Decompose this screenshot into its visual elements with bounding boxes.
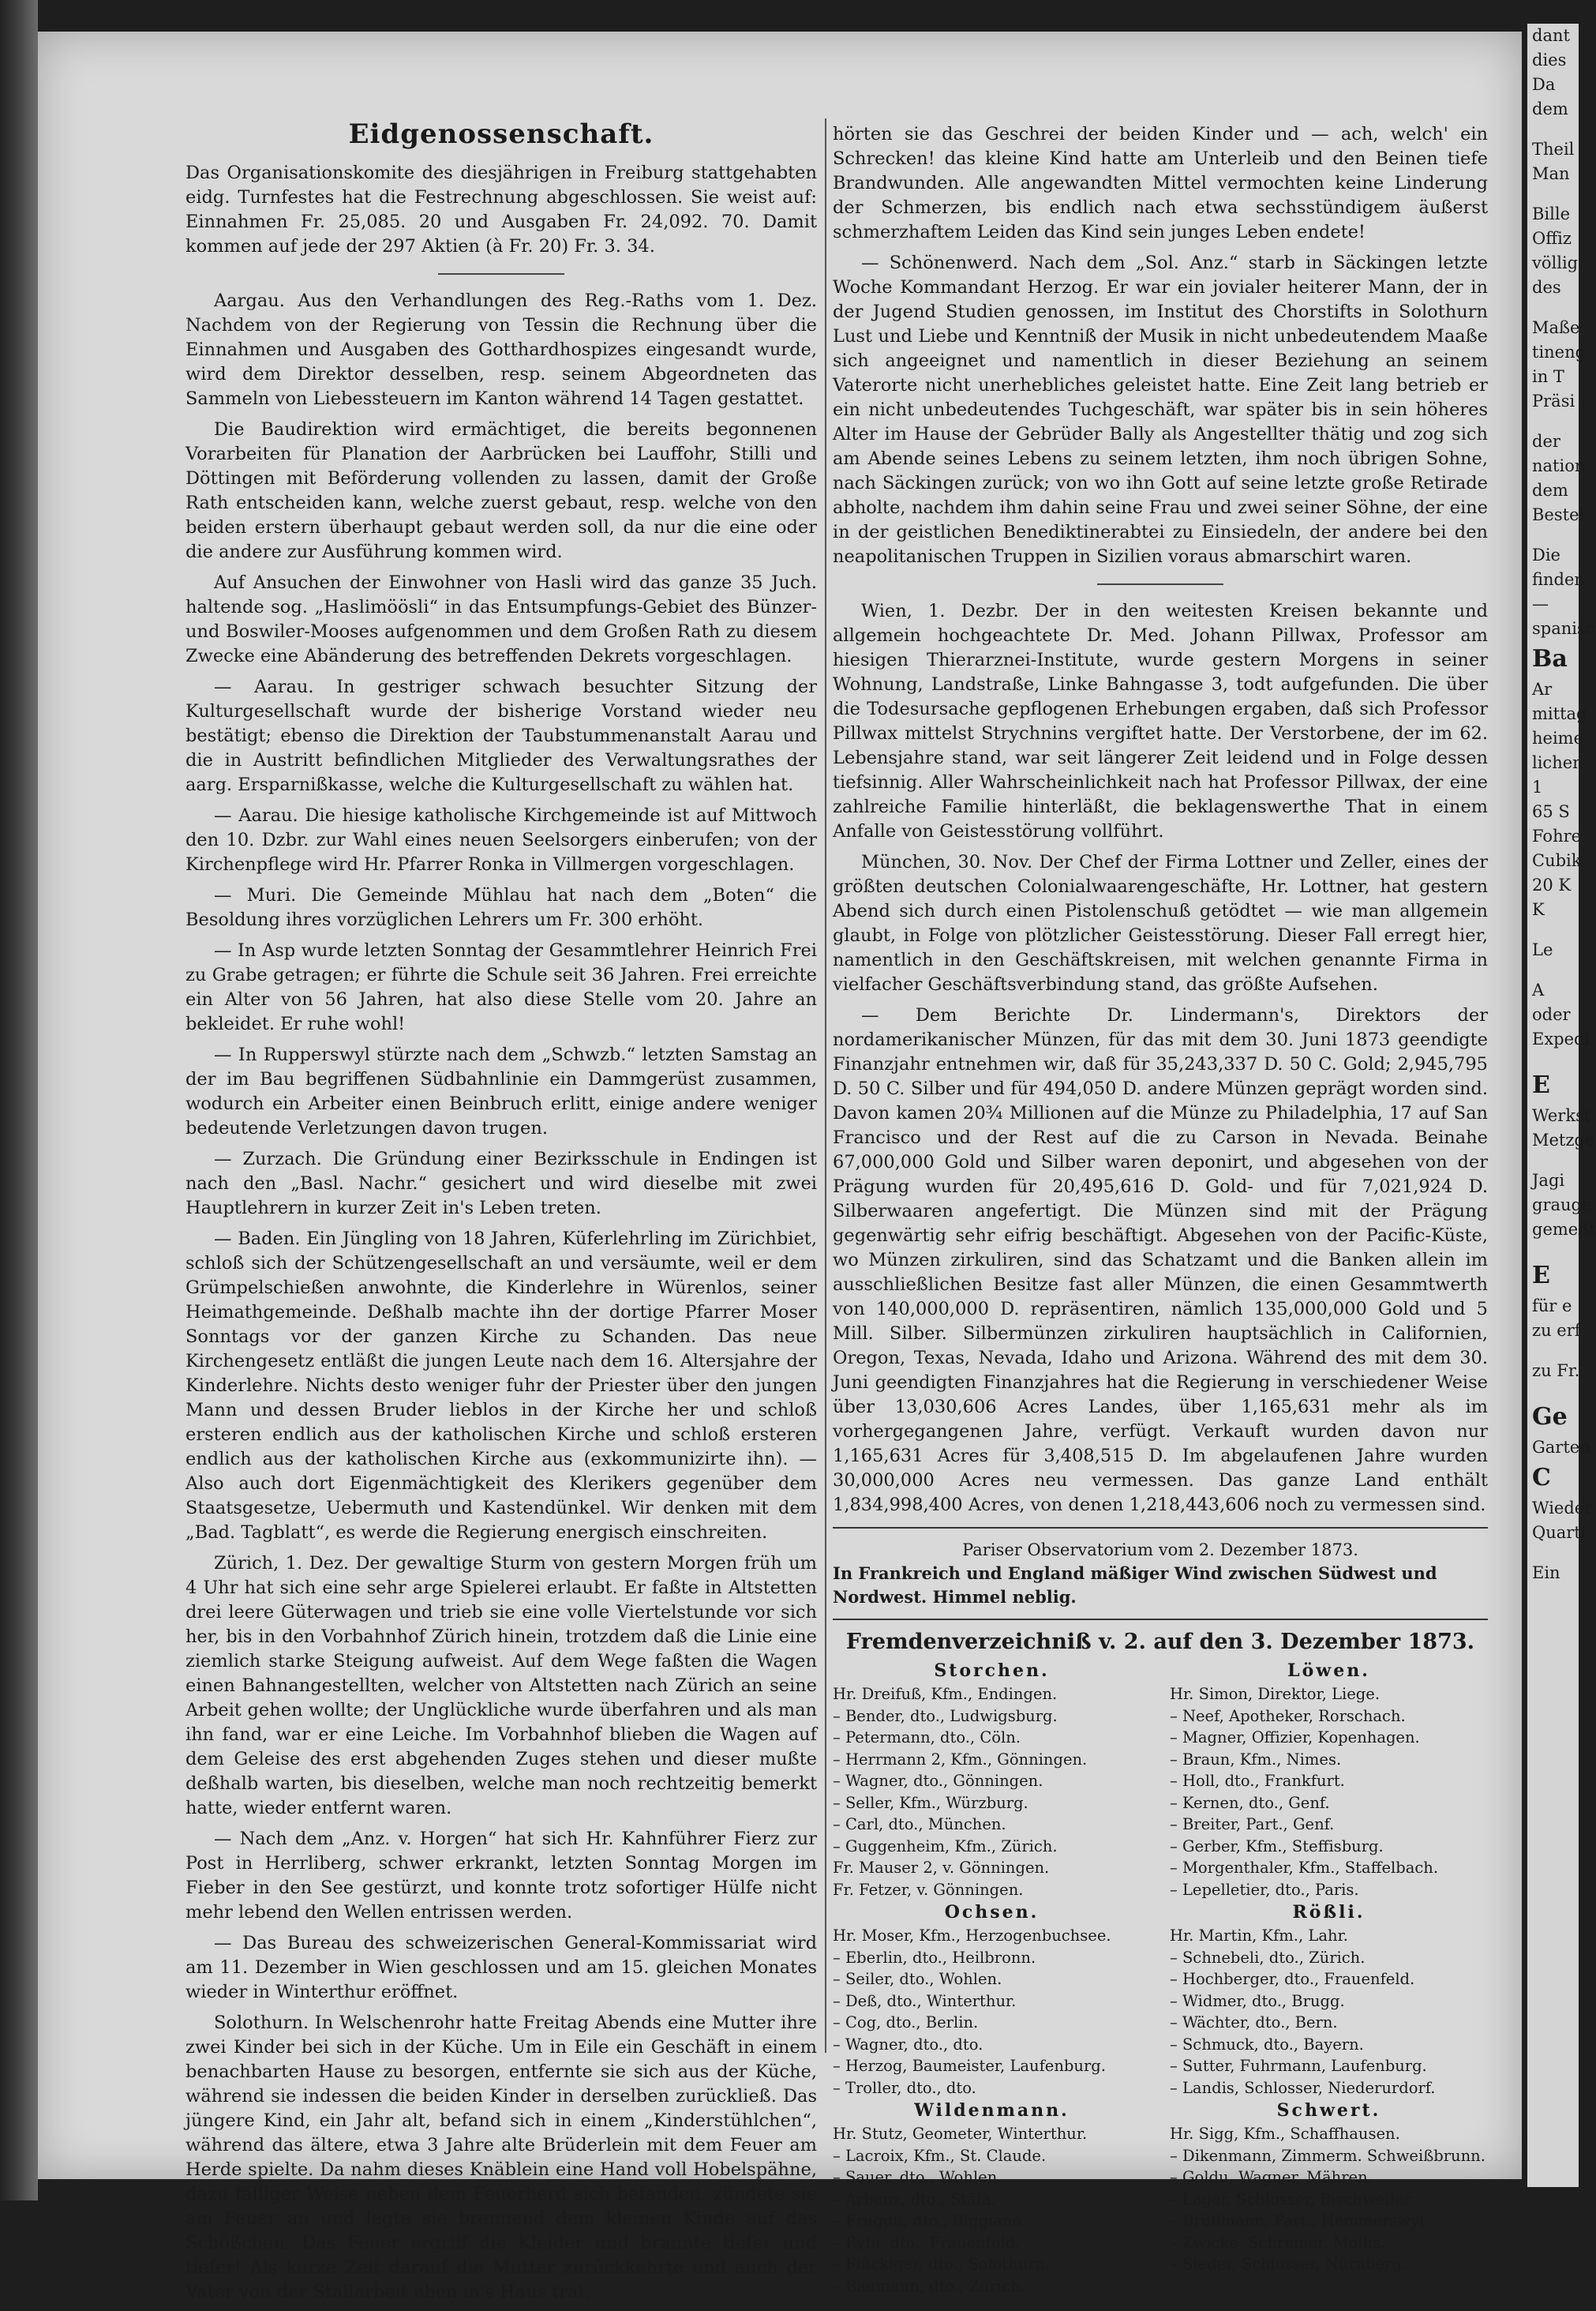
edge-text-fragment: Ein (1532, 1563, 1560, 1582)
article: Auf Ansuchen der Einwohner von Hasli wird das ganze 35 Juch. haltende sog. „Haslimöösli“ in das Entsumpfungs-Gebiet des Bünzer- und Boswiler-Mooses aufgenommen und dem Großen Rath zu diesem Zwecke eine Abänderung des betreffenden Dekrets vorgeschlagen. (185, 572, 817, 666)
column-rule (825, 118, 826, 2053)
guest-entry: – Seller, Kfm., Würzburg. (833, 1793, 1028, 1812)
guest-column (1170, 1659, 1488, 2297)
guest-entry: Fr. Mauser 2, v. Gönningen. (833, 1859, 1050, 1877)
guest-entry: – Troller, dto., dto. (833, 2078, 976, 2097)
article: — In Asp wurde letzten Sonntag der Gesammtlehrer Heinrich Frei zu Grabe getragen; er führte die Schule seit 36 Jahren. Frei erreichte ein Alter von 56 Jahren, hat also diese Stelle vom 20. Jahre an bekleidet. Er ruhe wohl! (185, 940, 817, 1034)
guest-entry: – Cog, dto., Berlin. (833, 2013, 979, 2032)
edge-text-fragment: grauge (1532, 1195, 1592, 1214)
guest-entry: – Bender, dto., Ludwigsburg. (833, 1706, 1058, 1725)
guest-entry: – Seiler, dto., Wohlen. (833, 1970, 1002, 1988)
spacer (1527, 1545, 1579, 1561)
article: Zürich, 1. Dez. Der gewaltige Sturm von gestern Morgen früh um 4 Uhr hat sich eine sehr arge Spielerei erlaubt. Er faßte in Altstetten drei leere Güterwagen und trieb sie eine volle Viertelstunde vor sich her, bis in den Vorbahnhof Zürich hinein, trotzdem daß die Linie eine ziemlich starke Steigung aufweist. Auf dem Wege faßten die Wagen einen Bahnangestellten, welcher von Altstetten nach Zürich an seine Arbeit gehen wollte; der Unglückliche wurde überfahren und als man ihn fand, war er eine Leiche. Im Vorbahnhof blieben die Wagen auf dem Geleise des erst abgehenden Zuges stehen und dieser mußte deßhalb warten, bis dieselben, welche man noch rechtzeitig bemerkt hatte, wieder entfernt waren. (185, 1553, 817, 1818)
guest-entry: – Flückiger, dto., Solothurn. (833, 2255, 1051, 2273)
guest-entry: – Guggenheim, Kfm., Zürich. (833, 1836, 1058, 1855)
guest-entry: – Neef, Apotheker, Rorschach. (1170, 1706, 1406, 1725)
guest-entry: Hr. Moser, Kfm., Herzogenbuchsee. (833, 1926, 1111, 1945)
spacer (1527, 922, 1579, 938)
edge-text-fragment: Ge (1532, 1403, 1568, 1431)
edge-text-fragment: Garten (1532, 1438, 1590, 1457)
spacer (1527, 527, 1579, 543)
guest-entry: – Wächter, dto., Bern. (1170, 2013, 1338, 2032)
guest-entry: – Herzog, Baumeister, Laufenburg. (833, 2057, 1106, 2075)
edge-text-fragment: oder (1532, 1005, 1571, 1024)
hotel-name: Wildenmann. (914, 2100, 1070, 2121)
spacer (1527, 1153, 1579, 1169)
edge-text-fragment: heime (1532, 729, 1584, 748)
guest-entry: – Widmer, dto., Brugg. (1170, 1991, 1345, 2010)
guest-entry: – Lepelletier, dto., Paris. (1170, 1880, 1359, 1899)
observatory-text: In Frankreich und England mäßiger Wind zwischen Südwest und Nordwest. Himmel neblig. (833, 1563, 1437, 1607)
guest-entry: Hr. Sigg, Kfm., Schaffhausen. (1170, 2125, 1400, 2143)
spacer (1527, 1052, 1579, 1067)
spacer (1527, 1343, 1579, 1359)
article: — Zurzach. Die Gründung einer Bezirksschule in Endingen ist nach den „Basl. Nachr.“ gesichert und wird dieselbe mit zwei Hauptlehrern in kurzer Zeit in's Leben treten. (185, 1149, 817, 1218)
fremdenverzeichnis-title: Fremdenverzeichniß v. 2. auf den 3. Dezember 1873. (845, 1630, 1475, 1654)
guest-entry: – Braun, Kfm., Nimes. (1170, 1750, 1342, 1769)
guest-entry: – Carl, dto., München. (833, 1815, 1006, 1833)
spacer (1527, 122, 1579, 137)
edge-text-fragment: dem (1532, 99, 1568, 118)
guest-entry: – Brüllmann, Part., Hemmerswyl. (1170, 2212, 1429, 2230)
edge-text-fragment: C (1532, 1464, 1551, 1491)
hotel-name: Löwen. (1287, 1660, 1370, 1681)
edge-text-fragment: zu Fr. (1532, 1361, 1580, 1380)
guest-entry: – Goldu, Wagner, Mähren. (1170, 2168, 1373, 2186)
guest-entry: – Lacroix, Kfm., St. Claude. (833, 2146, 1047, 2165)
guest-entry: – Gerber, Kfm., Steffisburg. (1170, 1836, 1384, 1855)
article: — Aarau. Die hiesige katholische Kirchgemeinde ist auf Mittwoch den 10. Dzbr. zur Wahl eines neuen Seelsorgers einberufen; von der Kirchenpflege wird Hr. Pfarrer Ronka in Villmergen vorgeschlagen. (185, 805, 817, 875)
edge-text-fragment: Ar (1532, 680, 1553, 699)
guest-entry: – Arbenz, dto., Stäfa. (833, 2189, 996, 2208)
guest-entry: – Schnebeli, dto., Zürich. (1170, 1948, 1366, 1967)
guest-entry: – Hochberger, dto., Frauenfeld. (1170, 1970, 1415, 1988)
edge-text-fragment: E (1532, 1071, 1550, 1099)
guest-list (833, 1659, 1488, 2297)
article: Solothurn. In Welschenrohr hatte Freitag Abends eine Mutter ihre zwei Kinder bei sich in der Küche. Um in Eile ein Geschäft in einem benachbarten Hause zu besorgen, entfernte sie sich aus der Küche, während sie indessen die beiden Kinder in derselben zurückließ. Das jüngere Kind, ein Jahr alt, befand sich in einem „Kinderstühlchen“, während das ältere, etwa 3 Jahre alte Brüderlein mit dem Feuer am Herde spielte. Da nahm dieses Knäblein eine Hand voll Hobelspähne, dazu fälliger Weise neben dem Feuerherd sich befanden, zündete sie am Feuer an und legte sie brennend dem kleinen Kinde auf das Schößchen. Das Feuer ergriff die Kleider und brannte tiefer und tiefer! Als kurze Zeit darauf die Mutter zurückkehrte und auch der Vater von der Stallarbeit eben in's Haus trat, (185, 2013, 817, 2302)
guest-entry: – Deß, dto., Winterthur. (833, 1991, 1017, 2010)
article: — In Rupperswyl stürzte nach dem „Schwzb.“ letzten Samstag an der im Bau begriffenen Südbahnlinie ein Dammgerüst zusammen, wodurch ein Arbeiter einen Beinbruch erlitt, einige andere weniger bedeutende Verletzungen davon trugen. (185, 1045, 817, 1139)
edge-text-fragment: E (1532, 1262, 1550, 1289)
edge-text-fragment: Bille (1532, 204, 1571, 223)
guest-entry: Hr. Stutz, Geometer, Winterthur. (833, 2125, 1088, 2143)
article: — Das Bureau des schweizerischen General-Kommissariat wird am 11. Dezember in Wien geschlossen und am 15. gleichen Monates wieder in Winterthur eröffnet. (185, 1933, 817, 2002)
guest-entry: – Rybi, dto., Frauenfeld. (833, 2233, 1021, 2252)
guest-entry: – Breiter, Part., Genf. (1170, 1815, 1335, 1833)
article: — Baden. Ein Jüngling von 18 Jahren, Küferlehrling im Zürichbiet, schloß sich der Schützengesellschaft an und versäumte, weil er dem Grümpelschießen anwohnte, die Kinderlehre in Würenlos, seiner Heimathgemeinde. Deßhalb machte ihn der dortige Pfarrer Moser Sonntags vor der ganzen Kirche zu Schanden. Das neue Kirchengesetz entläßt die jungen Leute nach dem 16. Altersjahre der Kinderlehre. Nichts desto weniger fuhr der Priester über den jungen Mann und dessen Bruder lieblos in der Kirche her und schloß ersteren endlich aus der katholischen Kirche und schloß ersteren endlich aus der katholischen Kirche aus (exkommunizirte ihn). — Also auch dort Eigenmächtigkeit des Klerikers gegenüber dem Staatsgesetze, Uebermuth und Kastendünkel. Wir denken mit dem „Bad. Tagblatt“, es werde die Regierung energisch einschreiten. (185, 1229, 817, 1543)
guest-entry: – Lager, Schlosser, Bischweiler. (1170, 2189, 1414, 2208)
guest-entry: – Wagner, dto., dto. (833, 2035, 983, 2054)
adjacent-page-edge (1527, 24, 1596, 2187)
guest-entry: – Holl, dto., Frankfurt. (1170, 1772, 1345, 1790)
edge-text-fragment: Da (1532, 75, 1556, 94)
guest-entry: – Morgenthaler, Kfm., Staffelbach. (1170, 1859, 1439, 1877)
spacer (1527, 300, 1579, 316)
edge-text-fragment: Offiz (1532, 229, 1572, 248)
spacer (1527, 962, 1579, 978)
spacer (1527, 1383, 1579, 1399)
edge-text-fragment: 65 S (1532, 802, 1570, 821)
spacer (1527, 1242, 1579, 1258)
guest-entry: – Petermann, dto., Cöln. (833, 1728, 1021, 1746)
edge-text-fragment: Werkst (1532, 1106, 1591, 1125)
edge-text-fragment: Präsi (1532, 392, 1575, 411)
guest-entry: – Frugdu, dto., Biggiano. (833, 2212, 1027, 2230)
edge-text-fragment: dies (1532, 51, 1567, 69)
article-continuation: hörten sie das Geschrei der beiden Kinder und — ach, welch' ein Schrecken! das kleine Kind hatte am Unterleib und den Beinen tiefe Brandwunden. Alle angewandten Mittel vermochten keine Linderung der Schmerzen, bis endlich nach etwa sechsstündigem äußerst schmerzhaftem Leiden das Kind sein junges Leben endete! (833, 124, 1488, 242)
edge-text-fragment: für e (1532, 1296, 1572, 1315)
edge-text-fragment: K (1532, 900, 1545, 919)
edge-text-fragment: dem (1532, 481, 1568, 500)
observatory-title: Pariser Observatorium vom 2. Dezember 1873. (962, 1540, 1358, 1559)
guest-entry: – Dikenmann, Zimmerm. Schweißbrunn. (1170, 2146, 1485, 2165)
article: Die Baudirektion wird ermächtiget, die bereits begonnenen Vorarbeiten für Planation der Aarbrücken bei Lauffohr, Stilli und Döttingen mit Beförderung vollenden zu lassen, damit der Große Rath entscheiden kann, welche zuerst gebaut, resp. welche von den beiden erstern überhaupt gebaut werden soll, da nur die eine oder die andere zur Ausführung kommen wird. (185, 419, 817, 562)
edge-text-fragment: Maße (1532, 318, 1580, 337)
spacer (1527, 186, 1579, 202)
guest-entry: – Wagner, dto., Gönningen. (833, 1772, 1043, 1790)
guest-entry: – Zwicke, Schreiner, Mollis. (1170, 2233, 1386, 2252)
edge-text-fragment: Die (1532, 546, 1560, 565)
edge-text-fragment: des (1532, 278, 1561, 297)
right-column (833, 122, 1488, 2297)
edge-text-fragment: nation (1532, 456, 1586, 475)
separator (1097, 583, 1223, 585)
guest-entry: Hr. Simon, Direktor, Liege. (1170, 1685, 1381, 1703)
edge-text-fragment: finden (1532, 570, 1585, 589)
article: — Schönenwerd. Nach dem „Sol. Anz.“ starb in Säckingen letzte Woche Kommandant Herzog. Er war ein jovialer heiterer Mann, der in der Jugend Studien genossen, im Institut des Chorstifts in Solothurn Lust und Liebe und Kenntniß der Musik in nicht unbedeutendem Maaße sich angeeignet und namentlich in dieser Beziehung an seinem Vaterorte nicht unerhebliches geleistet hatte. Eine Zeit lang betrieb er ein nicht unbedeutendes Tuchgeschäft, war später bis in sein höheres Alter im Hause der Gebrüder Bally als Angestellter thätig und zog sich am Abende seines Lebens zu seinem letzten, ihm noch übrigen Sohne, nach Säckingen zurück; von wo ihn Gott auf seine letzte große Retirade abholte, nachdem ihm dahin seine Frau und zwei seiner Söhne, der eine in der geistlichen Benediktinerabtei zu Einsiedeln, der andere bei den neapolitanischen Truppen in Sizilien voraus abmarschirt waren. (833, 253, 1488, 567)
article: München, 30. Nov. Der Chef der Firma Lottner und Zeller, eines der größten deutschen Colonialwaarengeschäfte, Hr. Lottner, hat gestern Abend sich durch einen Pistolenschuß getödtet — wie man allgemein glaubt, in Folge von plötzlicher Geistesstörung. Dieser Fall erregt hier, namentlich in den Geschäftskreisen, mit welchen genannte Firma in vielfacher Geschäftsverbindung stand, das größte Aufsehen. (833, 852, 1488, 995)
edge-text-fragment: 1 (1532, 778, 1543, 797)
edge-text-fragment: Quarti (1532, 1523, 1587, 1542)
edge-text-fragment: A (1532, 981, 1545, 1000)
edge-text-fragment: — (1532, 595, 1549, 613)
edge-text-fragment: in T (1532, 367, 1564, 386)
edge-text-fragment: Jagi (1532, 1171, 1565, 1190)
edge-text-fragment: Fohre (1532, 827, 1582, 846)
guest-entry: – Baumann, dto., Zürich. (833, 2276, 1025, 2295)
guest-entry: – Schmuck, dto., Bayern. (1170, 2035, 1364, 2054)
edge-text-fragment: Wieder (1532, 1499, 1593, 1518)
edge-text-fragment: Ba (1532, 645, 1568, 673)
guest-entry: Fr. Fetzer, v. Gönningen. (833, 1880, 1024, 1899)
edge-text-fragment: mittag (1532, 704, 1587, 723)
separator (438, 273, 564, 275)
edge-text-fragment: gemeßt (1532, 1220, 1596, 1239)
hotel-name: Rößli. (1292, 1902, 1366, 1923)
spacer (1527, 414, 1579, 430)
guest-entry: Hr. Dreifuß, Kfm., Endingen. (833, 1685, 1058, 1703)
hotel-name: Ochsen. (944, 1902, 1040, 1923)
book-binding (0, 0, 38, 2200)
edge-text-fragment: 20 K (1532, 876, 1572, 895)
edge-text-fragment: völlig (1532, 253, 1579, 272)
article: Wien, 1. Dezbr. Der in den weitesten Kreisen bekannte und allgemein hochgeachtete Dr. Med. Johann Pillwax, Professor am hiesigen Thierarznei-Institute, wurde gestern Morgens in seiner Wohnung, Landstraße, Linke Bahngasse 3, todt aufgefunden. Die über die Todesursache gepflogenen Erhebungen ergaben, daß sich Professor Pillwax mittelst Strychnins vergiftet hatte. Der Verstorbene, der im 62. Lebensjahre stand, war seit längerer Zeit leidend und in Folge dessen tiefsinnig. Aller Wahrscheinlichkeit nach hat Professor Pillwax, der eine zahlreiche Familie hinterläßt, die beklagenswerthe That in einem Anfalle von Geistesstörung vollführt. (833, 601, 1488, 842)
article: — Nach dem „Anz. v. Horgen“ hat sich Hr. Kahnführer Fierz zur Post in Herrliberg, schwer erkrankt, letzten Sonntag Morgen im Fieber in den See gestürzt, und konnte trotz sofortiger Hülfe nicht mehr lebend den Wellen entrissen werden. (185, 1829, 817, 1923)
edge-text-fragment: spanisc (1532, 619, 1595, 638)
left-column (185, 118, 817, 2311)
article: — Dem Berichte Dr. Lindermann's, Direktors der nordamerikanischer Münzen, für das mit dem 30. Juni 1873 geendigte Finanzjahr entnehmen wir, daß für 35,243,337 D. 50 C. Gold; 2,945,795 D. 50 C. Silber und für 494,050 D. andere Münzen geprägt worden sind. Davon kamen 20¾ Millionen auf die Münze zu Philadelphia, 17 auf San Francisco und der Rest auf die zu Carson in Nevada. Beinahe 67,000,000 Gold und Silber waren deponirt, und abgesehen von der Prägung wurden für 20,495,616 D. Gold- und für 7,021,924 D. Silberwaaren angefertigt. Die Münzen sind mit der Prägung gegenwärtig sehr eifrig beschäftigt. Abgesehen von der Pacific-Küste, wo Münzen zirkuliren, sind das Schatzamt und die Banken allein im ausschließlichen Besitze fast aller Münzen, die einen Gesammtwerth von 140,000,000 D. repräsentiren, nämlich 135,000,000 Gold und 5 Mill. Silber. Silbermünzen zirkuliren hauptsächlich in Californien, Oregon, Texas, Nevada, Idaho und Arizona. Während des mit dem 30. Juni geendigten Finanzjahres hat die Regierung in verschiedener Weise über 13,030,606 Acres Landes, über 1,165,631 mehr als im vorhergegangenen Jahre, verfügt. Verkauft wurden davon nur 1,165,631 Acres für 3,408,515 D. Im abgelaufenen Jahre wurden 30,000,000 Acres neu vermessen. Das ganze Land enthält 1,834,998,400 Acres, von denen 1,218,443,606 noch zu vermessen sind. (833, 1005, 1488, 1515)
guest-entry: Hr. Martin, Kfm., Lahr. (1170, 1926, 1348, 1945)
edge-text-fragment: Le (1532, 940, 1553, 959)
article-intro: Das Organisationskomite des diesjährigen in Freiburg stattgehabten eidg. Turnfestes hat die Festrechnung abgeschlossen. Sie weist auf: Einnahmen Fr. 25,085. 20 und Ausgaben Fr. 24,092. 70. Damit kommen auf jede der 297 Aktien (à Fr. 20) Fr. 3. 34. (185, 163, 817, 257)
guest-entry: – Magner, Offizier, Kopenhagen. (1170, 1728, 1420, 1746)
edge-text-fragment: Theil (1532, 140, 1575, 159)
guest-entry: – Kernen, dto., Genf. (1170, 1793, 1330, 1812)
edge-text-fragment: Expedi (1532, 1030, 1590, 1049)
guest-column (833, 1659, 1151, 2297)
edge-text-fragment: Cubik (1532, 851, 1582, 870)
guest-entry: – Sieder, Schlosser, Nürnberg. (1170, 2255, 1407, 2273)
edge-text-fragment: zu erf (1532, 1321, 1581, 1340)
hotel-name: Storchen. (934, 1660, 1050, 1681)
edge-text-fragment: Bestel (1532, 505, 1585, 524)
left-articles (185, 289, 817, 2305)
edge-text-fragment: dant (1532, 26, 1570, 45)
edge-text-fragment: Metzge (1532, 1131, 1595, 1150)
edge-text-fragment: der (1532, 432, 1560, 451)
section-headline: Eidgenossenschaft. (348, 118, 654, 150)
edge-text-fragment: lichen (1532, 753, 1583, 772)
guest-entry: – Sauer, dto., Wohlen. (833, 2168, 1002, 2186)
article: Aargau. Aus den Verhandlungen des Reg.-Raths vom 1. Dez. Nachdem von der Regierung von Tessin die Rechnung über die Einnahmen und Ausgaben des Gotthardhospizes eingesandt wurde, wird dem Direktor desselben, resp. seinem Abgeordneten das Sammeln von Liebessteuern im Kanton während 14 Tagen gestattet. (185, 291, 817, 409)
edge-text-fragment: Man (1532, 164, 1570, 183)
separator (833, 1619, 1488, 1620)
separator (833, 1527, 1488, 1529)
edge-text-fragment: tineng (1532, 343, 1587, 362)
hotel-name: Schwert. (1276, 2100, 1381, 2121)
guest-entry: – Eberlin, dto., Heilbronn. (833, 1948, 1036, 1967)
article: — Muri. Die Gemeinde Mühlau hat nach dem „Boten“ die Besoldung ihres vorzüglichen Lehrers um Fr. 300 erhöht. (185, 885, 817, 930)
guest-entry: – Herrmann 2, Kfm., Gönningen. (833, 1750, 1088, 1769)
guest-entry: – Landis, Schlosser, Niederurdorf. (1170, 2078, 1436, 2097)
article: — Aarau. In gestriger schwach besuchter Sitzung der Kulturgesellschaft wurde der bisherige Vorstand wieder neu bestätigt; ebenso die Direktion der Taubstummenanstalt Aarau und die in Austritt befindlichen Mitglieder des Verwaltungsrathes der aarg. Ersparnißkasse, welche die Kulturgesellschaft zu wählen hat. (185, 677, 817, 795)
guest-entry: – Sutter, Fuhrmann, Laufenburg. (1170, 2057, 1427, 2075)
